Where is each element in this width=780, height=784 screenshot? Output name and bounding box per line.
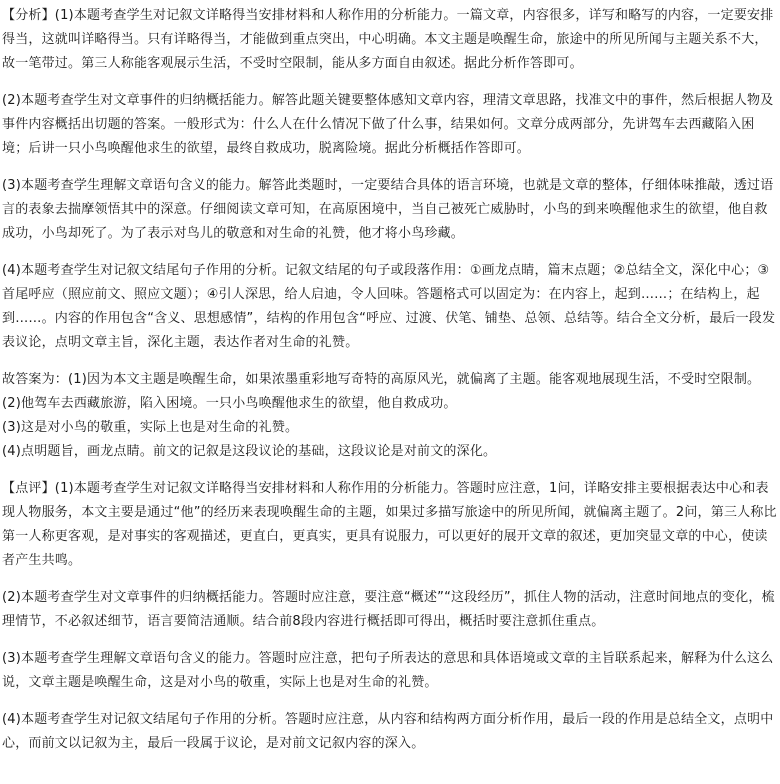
section-spacer	[2, 464, 778, 477]
analysis-paragraph-4: (4)本题考查学生对记叙文结尾句子作用的分析。记叙文结尾的句子或段落作用：①画龙点睛，篇末点题；②总结全文，深化中心；③首尾呼应（照应前文、照应文题）；④引人深思，给人启迪，令人回味。答题格式可以固定为：在内容上，起到……；在结构上，起到……。内容的作用包含“含义、思想感情”，结构的作用包含“呼应、过渡、伏笔、铺垫、总领、总结等。结合全文分析，最后一段发表议论，点明文章主旨，深化主题，表达作者对生命的礼赞。	[2, 263, 776, 350]
analysis-paragraph-1: 【分析】(1)本题考查学生对记叙文详略得当安排材料和人称作用的分析能力。一篇文章，内容很多，详写和略写的内容，一定要安排得当，这就叫详略得当。只有详略得当，才能做到重点突出，中心明确。本文主题是唤醒生命，旅途中的所见所闻与主题关系不大，故一笔带过。第三人称能客观展示生活，不受时空限制，能从多方面自由叙述。据此分析作答即可。	[2, 8, 774, 71]
comment-paragraph-4: (4)本题考查学生对记叙文结尾句子作用的分析。答题时应注意，从内容和结构两方面分析作用，最后一段的作用是总结全文，点明中心，而前文以记叙为主，最后一段属于议论，是对前文记叙内容的深入。	[2, 712, 774, 751]
answer-line-3: (3)这是对小鸟的敬重，实际上也是对生命的礼赞。	[2, 420, 299, 435]
analysis-paragraph-3: (3)本题考查学生理解文章语句含义的能力。解答此类题时，一定要结合具体的语言环境，也就是文章的整体，仔细体味推敲，透过语言的表象去揣摩领悟其中的深意。仔细阅读文章可知，在高原困境中，当自己被死亡威胁时，小鸟的到来唤醒他求生的欲望，他自救成功，小鸟却死了。为了表示对鸟儿的敬意和对生命的礼赞，他才将小鸟珍藏。	[2, 178, 774, 241]
answer-line-2: (2)他驾车去西藏旅游，陷入困境。一只小鸟唤醒他求生的欲望，他自救成功。	[2, 396, 457, 411]
answer-line-1: 故答案为：(1)因为本文主题是唤醒生命，如果浓墨重彩地写奇特的高原风光，就偏离了主题。能客观地展现生活，不受时空限制。	[2, 372, 761, 387]
comment-paragraph-2: (2)本题考查学生对文章事件的归纳概括能力。答题时应注意，要注意“概述”“这段经历”，抓住人物的活动，注意时间地点的变化，梳理情节，不必叙述细节，语言要简洁通顺。结合前8段内容进行概括即可得出，概括时要注意抓住重点。	[2, 590, 775, 629]
analysis-paragraph-2: (2)本题考查学生对文章事件的归纳概括能力。解答此题关键要整体感知文章内容，理清文章思路，找准文中的事件，然后根据人物及事件内容概括出切题的答案。一般形式为：什么人在什么情况下做了什么事，结果如何。文章分成两部分，先讲驾车去西藏陷入困境；后讲一只小鸟唤醒他求生的欲望，最终自救成功，脱离险境。据此分析概括作答即可。	[2, 93, 774, 156]
answer-line-4: (4)点明题旨，画龙点睛。前文的记叙是这段议论的基础，这段议论是对前文的深化。	[2, 444, 497, 459]
comment-paragraph-1: 【点评】(1)本题考查学生对记叙文详略得当安排材料和人称作用的分析能力。答题时应注意，1问，详略安排主要根据表达中心和表现人物服务，本文主要是通过“他”的经历来表现唤醒生命的主题，如果过多描写旅途中的所见所闻，就偏离主题了。2问，第三人称比第一人称更客观，是对事实的客观描述，更直白，更真实，更具有说服力，可以更好的展开文章的叙述，更加突显文章的中心，使读者产生共鸣。	[2, 481, 777, 568]
comment-paragraph-3: (3)本题考查学生理解文章语句含义的能力。答题时应注意，把句子所表达的意思和具体语境或文章的主旨联系起来，解释为什么这么说，文章主题是唤醒生命，这是对小鸟的敬重，实际上也是对生命的礼赞。	[2, 651, 774, 690]
